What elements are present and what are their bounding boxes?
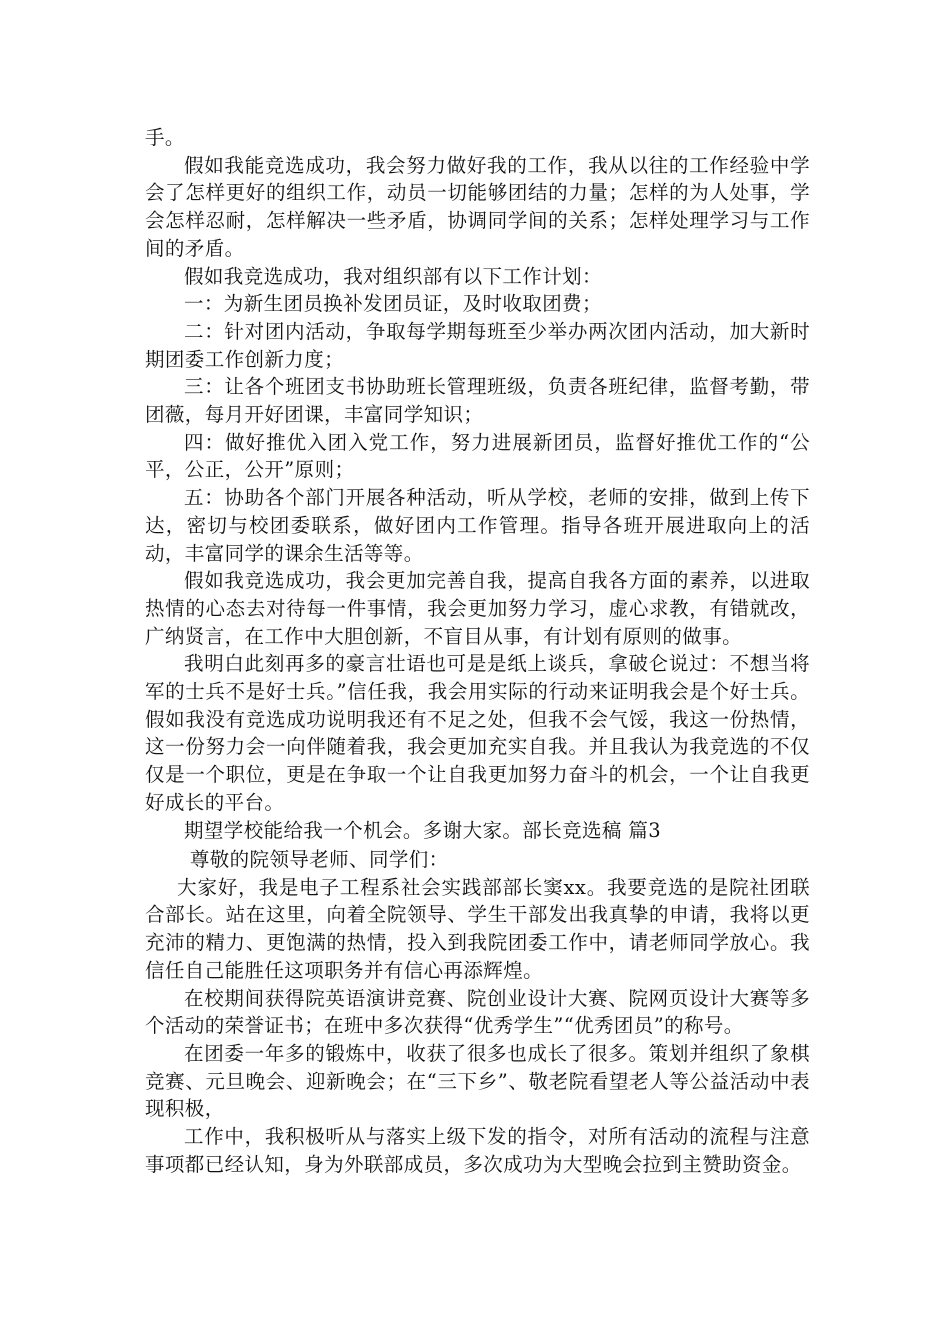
plan-item-4: 四：做好推优入团入党工作，努力进展新团员，监督好推优工作的“公平，公正，公开”原则； bbox=[145, 430, 810, 482]
closing-and-next-title: 期望学校能给我一个机会。多谢大家。部长竞选稿 篇3 bbox=[184, 818, 662, 842]
paragraph: 大家好，我是电子工程系社会实践部部长窦xx。我要竞选的是院社团联合部长。站在这里，向着全院领导、学生干部发出我真挚的申请，我将以更充沛的精力、更饱满的热情，投入到我院团委工作中，请老师同学放心。我信任自己能胜任这项职务并有信心再添辉煌。 bbox=[145, 875, 810, 982]
plan-item-5: 五：协助各个部门开展各种活动，听从学校，老师的安排，做到上传下达，密切与校团委联系，做好团内工作管理。指导各班开展进取向上的活动，丰富同学的课余生活等等。 bbox=[145, 486, 810, 565]
paragraph-continuation: 手。 bbox=[145, 126, 185, 149]
paragraph: 我明白此刻再多的豪言壮语也可是是纸上谈兵，拿破仑说过：不想当将军的士兵不是好士兵。”信任我，我会用实际的行动来证明我会是个好士兵。假如我没有竞选成功说明我还有不足之处，但我不会气馁，我这一份热情，这一份努力会一向伴随着我，我会更加充实自我。并且我认为我竞选的不仅仅是一个职位，更是在争取一个让自我更加努力奋斗的机会，一个让自我更好成长的平台。 bbox=[145, 652, 810, 814]
speech-section-1 bbox=[145, 124, 810, 844]
paragraph: 在校期间获得院英语演讲竞赛、院创业设计大赛、院网页设计大赛等多个活动的荣誉证书；在班中多次获得“优秀学生”“优秀团员”的称号。 bbox=[145, 986, 810, 1038]
plan-item-1: 一：为新生团员换补发团员证，及时收取团费； bbox=[184, 292, 602, 316]
paragraph: 在团委一年多的锻炼中，收获了很多也成长了很多。策划并组织了象棋竞赛、元旦晚会、迎新晚会；在“三下乡”、敬老院看望老人等公益活动中表现积极， bbox=[145, 1041, 810, 1121]
greeting: 尊敬的院领导老师、同学们： bbox=[189, 848, 449, 871]
plan-item-3: 三：让各个班团支书协助班长管理班级，负责各班纪律，监督考勤，带团薇，每月开好团课，丰富同学知识； bbox=[145, 375, 810, 427]
plan-item-2: 二：针对团内活动，争取每学期每班至少举办两次团内活动，加大新时期团委工作创新力度； bbox=[145, 319, 810, 371]
paragraph: 工作中，我积极听从与落实上级下发的指令，对所有活动的流程与注意事项都已经认知，身为外联部成员，多次成功为大型晚会拉到主赞助资金。 bbox=[145, 1125, 810, 1176]
paragraph: 假如我竞选成功，我会更加完善自我，提高自我各方面的素养，以进取热情的心态去对待每一件事情，我会更加努力学习，虚心求教，有错就改，广纳贤言，在工作中大胆创新，不盲目从事，有计划有原则的做事。 bbox=[145, 569, 810, 648]
paragraph: 假如我竞选成功，我对组织部有以下工作计划： bbox=[184, 264, 602, 288]
paragraph: 假如我能竞选成功，我会努力做好我的工作，我从以往的工作经验中学会了怎样更好的组织工作，动员一切能够团结的力量；怎样的为人处事，学会怎样忍耐，怎样解决一些矛盾，协调同学间的关系；怎样处理学习与工作间的矛盾。 bbox=[145, 153, 810, 260]
speech-section-2 bbox=[145, 846, 810, 1178]
